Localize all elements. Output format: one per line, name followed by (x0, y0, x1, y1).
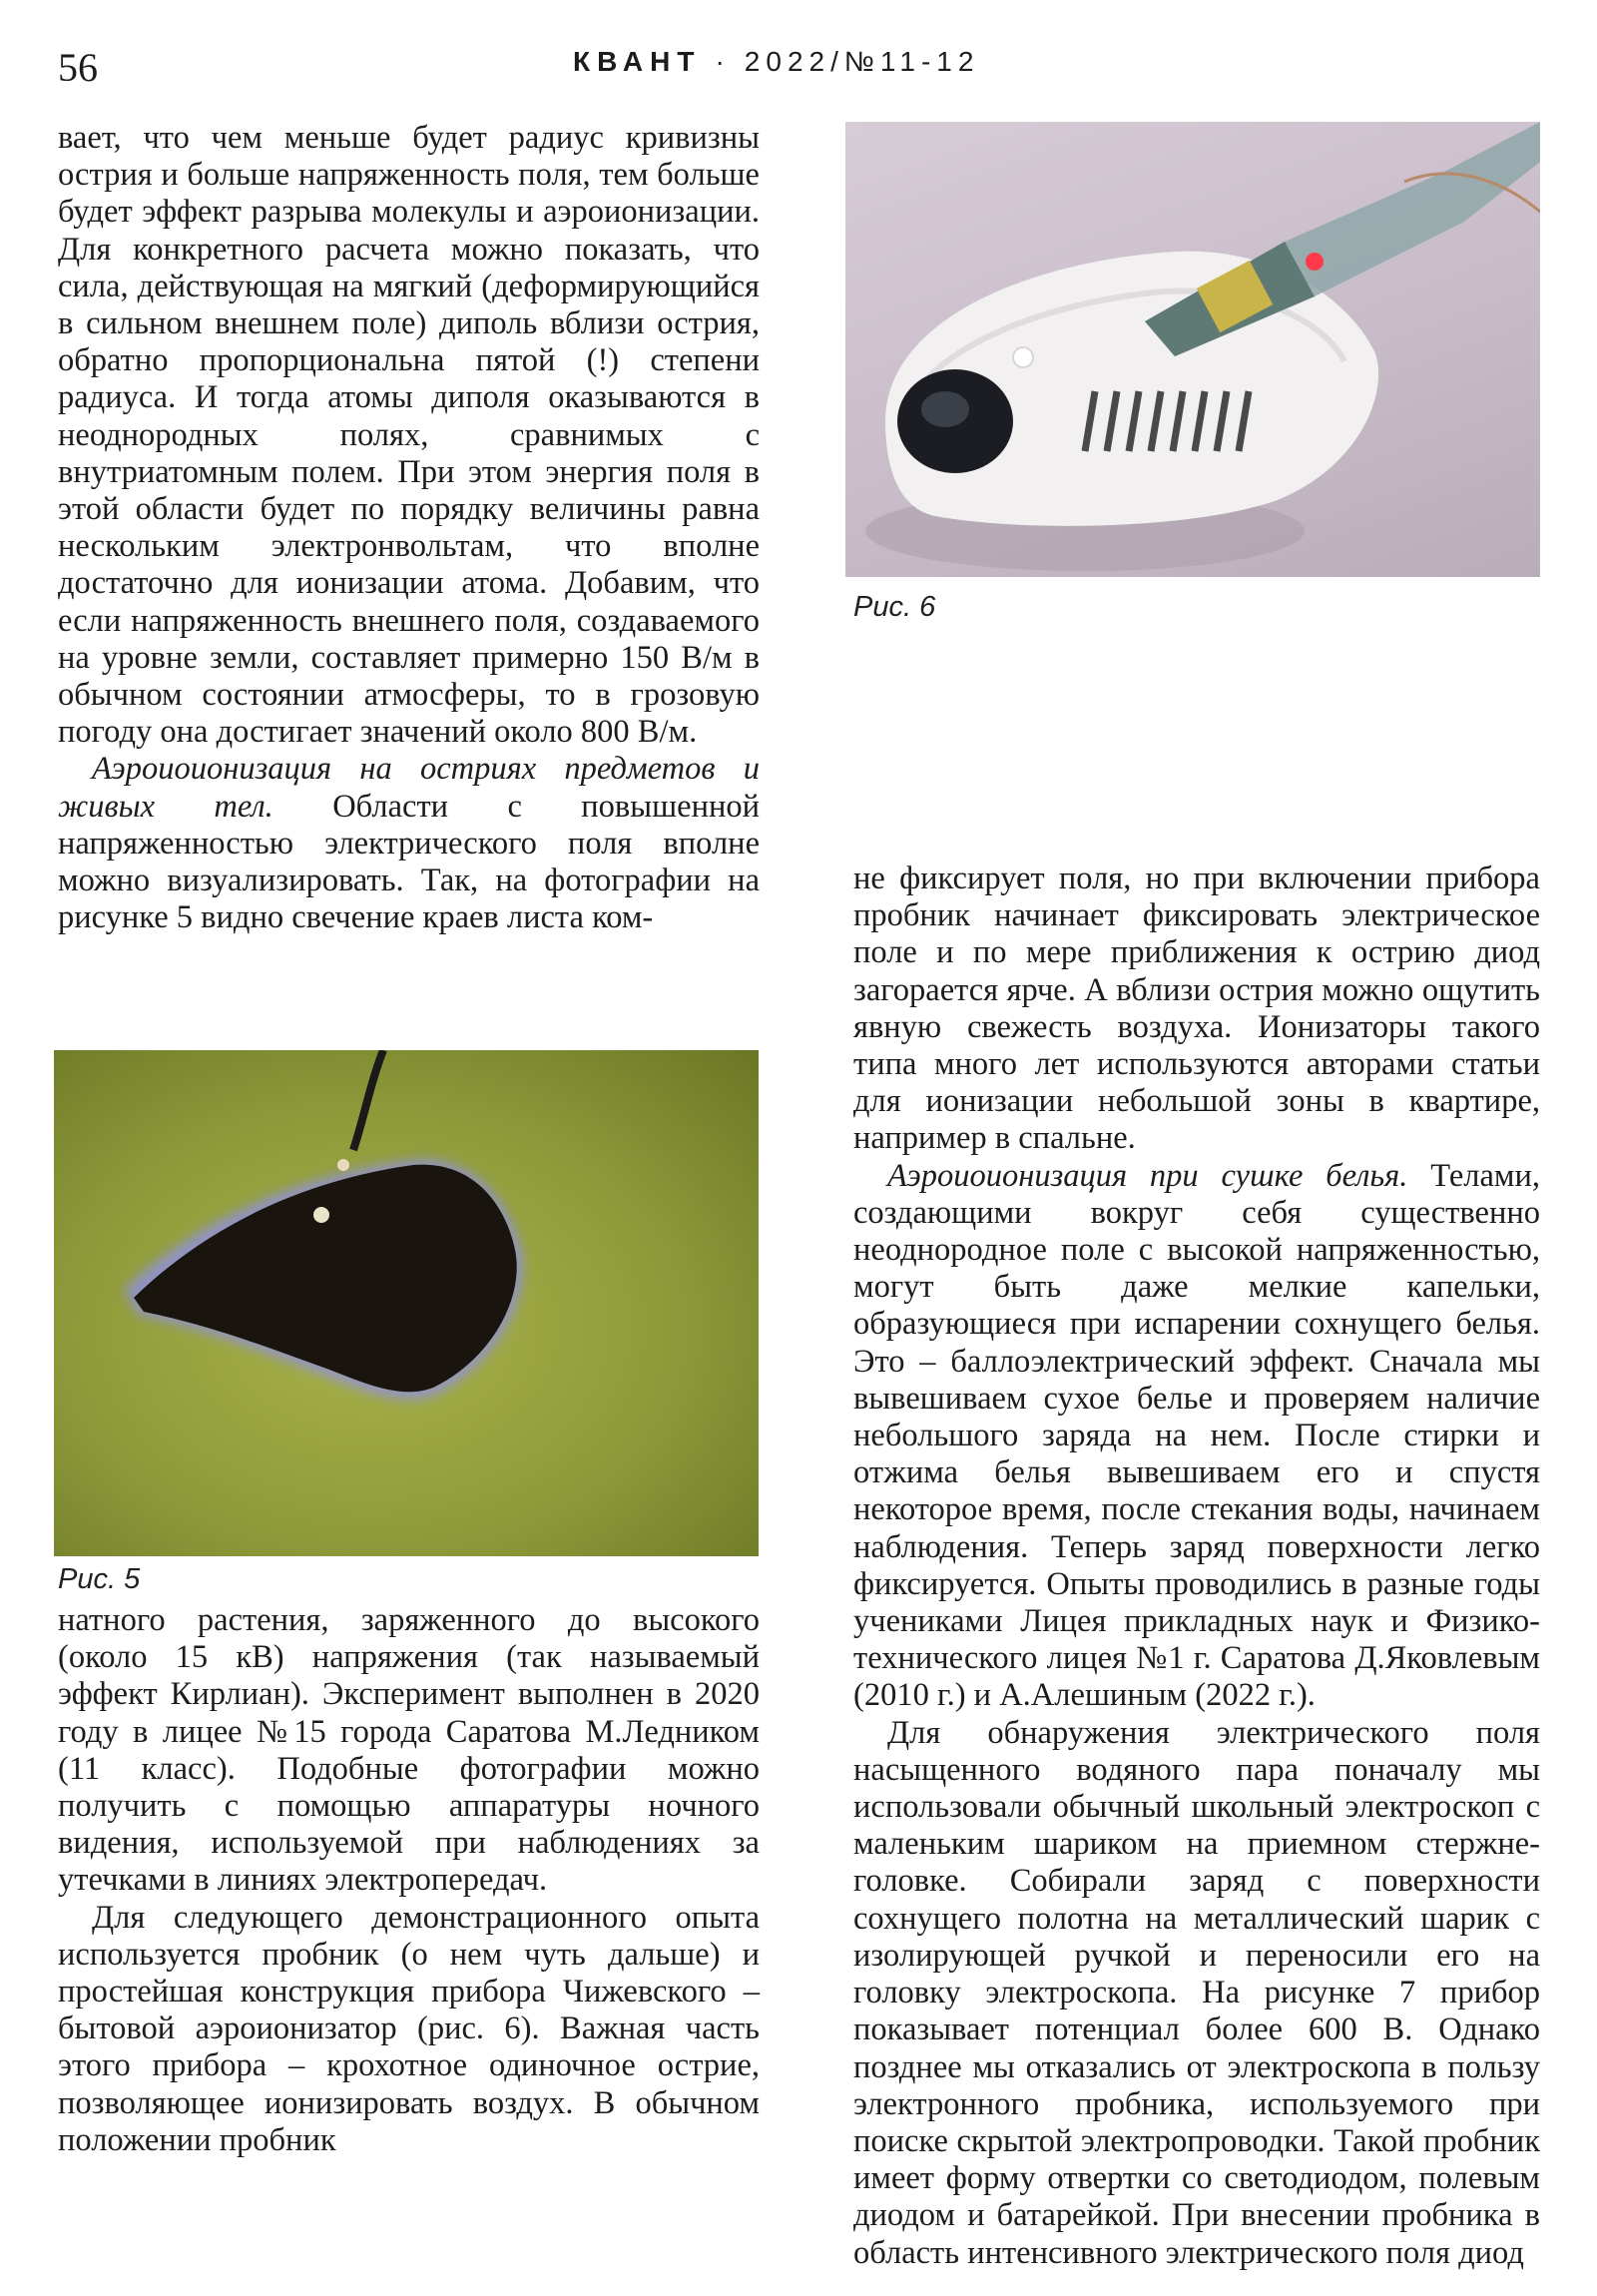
paragraph-text: Области с повышенной напряженностью электрического поля вполне можно визуализировать. Так, на фотографии на рисунке 5 видно свечение краев листа ком- (58, 788, 760, 936)
paragraph: натного растения, заряженного до высокого (около 15 кВ) напряжения (так называемый эффект Кирлиан). Эксперимент выполнен в 2020 году в лицее №15 города Саратова М.Ледником (11 класс). Подобные фотографии можно получить с помощью аппаратуры ночного видения, используемой при наблюдениях за утечками в линиях электропередач. (58, 1602, 760, 1899)
figure-5-image (54, 1050, 759, 1556)
leaf-photo (54, 1050, 759, 1556)
paragraph (853, 1158, 1540, 1715)
paragraph: вает, что чем меньше будет радиус кривизны острия и больше напряженность поля, тем больше будет эффект разрыва молекулы и аэроионизации. Для конкретного расчета можно показать, что сила, действующая на мягкий (деформирующийся в сильном внешнем поле) диполь вблизи острия, обратно пропорциональна пятой (!) степени радиуса. И тогда атомы диполя оказываются в неоднородных полях, сравнимых с внутриатомным полем. При этом энергия поля в этой области будет по порядку величины равна нескольким электронвольтам, что вполне достаточно для ионизации атома. Добавим, что если напряженность внешнего поля, создаваемого на уровне земли, составляет примерно 150 В/м в обычном состоянии атмосферы, то в грозовую погоду она достигает значений около 800 В/м. (58, 120, 760, 751)
page-number: 56 (58, 45, 98, 90)
paragraph: не фиксирует поля, но при включении прибора пробник начинает фиксировать электрическое поле и по мере приближения к острию диод загорается ярче. А вблизи острия можно ощутить явную свежесть воздуха. Ионизаторы такого типа много лет используются авторами статьи для ионизации небольшой зоны в квартире, например в спальне. (853, 861, 1540, 1157)
left-column-top (58, 120, 760, 936)
journal-title (573, 46, 979, 78)
journal-issue: 2022/№11-12 (744, 46, 980, 77)
left-column-bottom (58, 1602, 760, 2159)
paragraph-text: Телами, создающими вокруг себя существенно неоднородное поле с высокой напряженностью, могут быть даже мелкие капельки, образующиеся при испарении сохнущего белья. Это – баллоэлектрический эффект. Сначала мы вывешиваем сухое белье и проверяем наличие небольшого заряда на нем. После стирки и отжима белья вывешиваем его и спустя некоторое время, после стекания воды, начинаем наблюдения. Теперь заряд поверхности легко фиксируется. Опыты проводились в разные годы учениками Лицея прикладных наук и Физико-технического лицея №1 г. Саратова Д.Яковлевым (2010 г.) и А.Алешиным (2022 г.). (853, 1157, 1540, 1714)
paragraph (58, 751, 760, 936)
paragraph: Для следующего демонстрационного опыта используется пробник (о нем чуть дальше) и простейшая конструкция прибора Чижевского – бытовой аэроионизатор (рис. 6). Важная часть этого прибора – крохотное одиночное острие, позволяющее ионизировать воздух. В обычном положении пробник (58, 1899, 760, 2158)
page-header (0, 0, 1597, 120)
section-lead: Аэроиоионизация при сушке белья. (887, 1157, 1408, 1194)
header-separator: · (715, 46, 731, 77)
figure-6-caption: Рис. 6 (853, 591, 936, 623)
ionizer-photo (845, 122, 1540, 577)
section-lead: Аэроиоионизация на остриях предметов и живых тел. (58, 751, 760, 825)
journal-name: КВАНТ (573, 46, 702, 77)
right-column (853, 861, 1540, 2272)
paragraph: Для обнаружения электрического поля насыщенного водяного пара поначалу мы использовали обычный школьный электроскоп с маленьким шариком на приемном стержне-головке. Собирали заряд с поверхности сохнущего полотна на металлический шарик с изолирующей ручкой и переносили его на головку электроскопа. На рисунке 7 прибор показывает потенциал более 600 В. Однако позднее мы отказались от электроскопа в пользу электронного пробника, используемого при поиске скрытой электропроводки. Такой пробник имеет форму отвертки со светодиодом, полевым диодом и батарейкой. При внесении пробника в область интенсивного электрического поля диод (853, 1714, 1540, 2271)
figure-5-caption: Рис. 5 (58, 1563, 141, 1595)
figure-6-image (845, 122, 1540, 577)
